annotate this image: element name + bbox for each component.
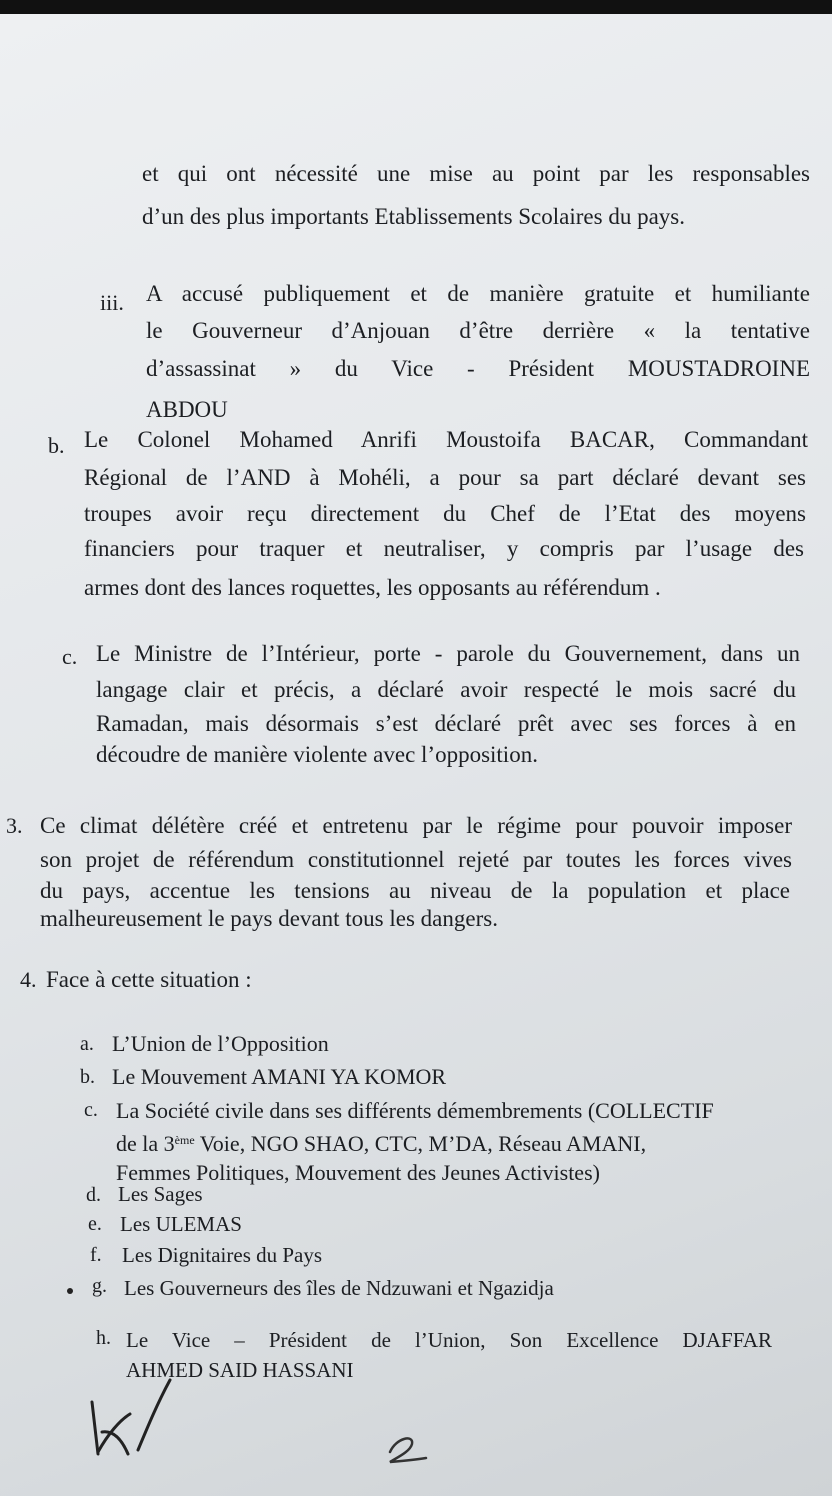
item-b-marker: b.	[48, 433, 65, 458]
item-c-line-1: Le Ministre de l’Intérieur, porte - parole du Gouvernement, dans un	[96, 641, 800, 666]
item-3-line-3: du pays, accentue les tensions au niveau de la population et place	[40, 878, 790, 903]
sub-h-marker: h.	[96, 1327, 111, 1349]
item-4-text: Face à cette situation :	[46, 967, 252, 992]
handwritten-initials	[78, 1372, 178, 1462]
item-b-line-2: Régional de l’AND à Mohéli, a pour sa part déclaré devant ses	[84, 465, 806, 490]
sub-c-marker: c.	[84, 1099, 98, 1121]
item-iii-line-2: le Gouverneur d’Anjouan d’être derrière « la tentative	[146, 318, 810, 343]
sub-e-text: Les ULEMAS	[120, 1212, 242, 1236]
sub-f-text: Les Dignitaires du Pays	[122, 1243, 323, 1267]
sub-b-text: Le Mouvement AMANI YA KOMOR	[112, 1064, 447, 1089]
item-iii-line-3: d’assassinat » du Vice - Président MOUSTADROINE	[146, 356, 810, 381]
item-b-line-4: financiers pour traquer et neutraliser, y compris par l’usage des	[84, 536, 804, 561]
sub-c-line-3: Femmes Politiques, Mouvement des Jeunes Activistes)	[116, 1160, 600, 1185]
sub-c-line-2-pre: de la 3	[116, 1131, 175, 1156]
item-iii-line-1: A accusé publiquement et de manière gratuite et humiliante	[146, 281, 810, 306]
sub-c-line-2-post: Voie, NGO SHAO, CTC, M’DA, Réseau AMANI,	[194, 1131, 647, 1156]
item-4-marker: 4.	[20, 967, 37, 992]
sub-h-line-2: AHMED SAID HASSANI	[126, 1358, 354, 1382]
sub-g-marker: g.	[92, 1275, 107, 1297]
sub-a-text: L’Union de l’Opposition	[112, 1031, 329, 1056]
sub-e-marker: e.	[88, 1213, 102, 1235]
sub-g-text: Les Gouverneurs des îles de Ndzuwani et Ngazidja	[124, 1276, 554, 1300]
sub-a-marker: a.	[80, 1033, 94, 1055]
item-iii-line-4: ABDOU	[146, 397, 228, 422]
sub-c-line-2	[116, 1130, 646, 1158]
sub-c-superscript: ème	[174, 1133, 195, 1147]
ink-dot	[67, 1288, 73, 1294]
para-cont-line-1: et qui ont nécessité une mise au point par les responsables	[142, 161, 810, 186]
item-iii-marker: iii.	[100, 290, 124, 315]
sub-c-text: La Société civile dans ses différents démembrements (COLLECTIF	[116, 1098, 714, 1123]
para-cont-line-2: d’un des plus importants Etablissements Scolaires du pays.	[142, 204, 685, 229]
item-c-line-4: découdre de manière violente avec l’opposition.	[96, 742, 538, 767]
item-c-marker: c.	[62, 644, 78, 669]
item-3-line-4: malheureusement le pays devant tous les dangers.	[40, 906, 498, 931]
sub-h-text: Le Vice – Président de l’Union, Son Excellence DJAFFAR	[126, 1328, 772, 1352]
item-3-line-1: Ce climat délétère créé et entretenu par le régime pour pouvoir imposer	[40, 813, 792, 838]
sub-d-text: Les Sages	[118, 1182, 203, 1206]
item-b-line-3: troupes avoir reçu directement du Chef de l’Etat des moyens	[84, 501, 806, 526]
item-b-line-5: armes dont des lances roquettes, les opposants au référendum .	[84, 575, 661, 600]
sub-d-marker: d.	[86, 1184, 101, 1206]
handwritten-page-number	[382, 1428, 432, 1468]
sub-f-marker: f.	[90, 1244, 102, 1266]
item-b-line-1: Le Colonel Mohamed Anrifi Moustoifa BACAR, Commandant	[84, 427, 808, 452]
item-c-line-3: Ramadan, mais désormais s’est déclaré prêt avec ses forces à en	[96, 711, 796, 736]
item-c-line-2: langage clair et précis, a déclaré avoir respecté le mois sacré du	[96, 677, 796, 702]
item-3-line-2: son projet de référendum constitutionnel rejeté par toutes les forces vives	[40, 847, 792, 872]
photo-top-edge	[0, 0, 832, 14]
sub-b-marker: b.	[80, 1066, 95, 1088]
item-3-marker: 3.	[6, 813, 23, 838]
